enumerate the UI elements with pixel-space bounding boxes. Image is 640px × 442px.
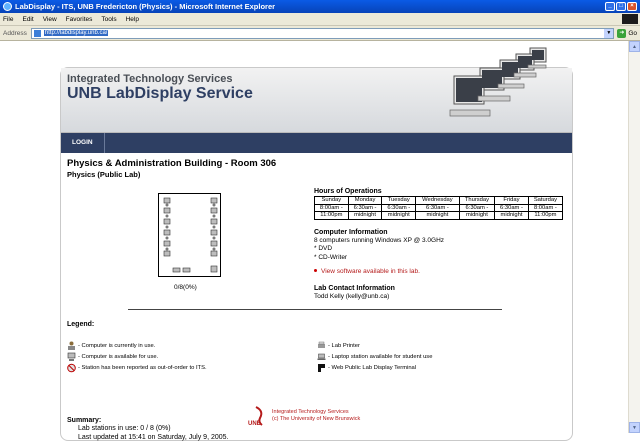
summary-heading: Summary:: [67, 417, 102, 424]
lab-name: Physics (Public Lab): [67, 170, 141, 179]
printer-icon: [317, 341, 326, 351]
day-cell: Thursday: [459, 197, 494, 205]
open-cell: 6:30am -: [416, 204, 460, 212]
close-cell: midnight: [416, 212, 460, 220]
lab-floor-map: [158, 193, 221, 277]
menu-view[interactable]: View: [42, 15, 57, 23]
close-cell: midnight: [459, 212, 494, 220]
menu-favorites[interactable]: Favorites: [65, 15, 93, 23]
legend-printer: - Lab Printer: [317, 341, 360, 351]
address-input[interactable]: [31, 28, 614, 39]
day-cell: Monday: [348, 197, 382, 205]
scroll-up-icon[interactable]: ▲: [629, 41, 640, 52]
legend: [67, 321, 567, 371]
computer-heading: Computer Information: [314, 228, 388, 236]
menu-edit[interactable]: Edit: [22, 15, 34, 23]
menu-tools[interactable]: Tools: [101, 15, 117, 23]
nav-bar: [61, 133, 572, 153]
computer-info: [314, 237, 566, 263]
open-cell: 6:30am -: [348, 204, 382, 212]
day-cell: Sunday: [315, 197, 349, 205]
stations-in-use: Lab stations in use: 0 / 8 (0%): [78, 425, 171, 432]
bullet-icon: [314, 269, 317, 272]
computer-line: 8 computers running Windows XP @ 3.0GHz: [314, 236, 445, 244]
vertical-scrollbar[interactable]: [628, 41, 640, 433]
logo-text: UNB: [248, 421, 261, 427]
address-bar: [0, 26, 640, 41]
station-icon: [164, 208, 170, 213]
day-cell: Wednesday: [416, 197, 460, 205]
day-cell: Saturday: [528, 197, 562, 205]
footer-line[interactable]: (c) The University of New Brunswick: [272, 416, 361, 422]
laptop-station-icon: [173, 268, 180, 272]
station-icon: [211, 251, 217, 256]
terminal-icon: [211, 266, 217, 272]
day-cell: Friday: [495, 197, 529, 205]
go-button[interactable]: [617, 29, 637, 38]
open-cell: 6:30am -: [495, 204, 529, 212]
address-label: Address: [3, 29, 27, 37]
station-icon: [211, 230, 217, 235]
contact-person[interactable]: Todd Kelly (kelly@unb.ca): [314, 293, 390, 300]
laptop-station-icon: [183, 268, 190, 272]
usage-caption: 0/8(0%): [174, 284, 197, 291]
station-icon: [164, 241, 170, 246]
service-title: UNB LabDisplay Service: [67, 85, 253, 102]
station-icon: [164, 251, 170, 256]
computer-line: * DVD: [314, 245, 333, 252]
title-bar: [0, 0, 640, 13]
station-icon: [211, 219, 217, 224]
person-computer-icon: [67, 341, 76, 351]
close-cell: midnight: [495, 212, 529, 220]
day-cell: Tuesday: [382, 197, 416, 205]
divider: [128, 309, 502, 310]
chevron-down-icon[interactable]: ▼: [604, 29, 613, 38]
station-icon: [211, 208, 217, 213]
legend-in-use: - Computer is currently in use.: [67, 341, 155, 351]
terminal-icon: [317, 363, 326, 373]
menu-bar: [0, 13, 640, 26]
legend-terminal: - Web Public Lab Display Terminal: [317, 363, 416, 373]
hours-table: [314, 196, 563, 220]
software-link-text[interactable]: View software available in this lab.: [321, 268, 420, 275]
contact-heading: Lab Contact Information: [314, 285, 395, 292]
minimize-button[interactable]: _: [605, 2, 615, 11]
unb-logo-icon: [248, 405, 270, 427]
lab-info-panel: [314, 188, 566, 302]
station-icon: [164, 198, 170, 203]
last-updated: Last updated at 15:41 on Saturday, July 9, 2005.: [78, 434, 229, 441]
footer-line: Integrated Technology Services: [272, 409, 349, 415]
open-cell: 8:00am -: [315, 204, 349, 212]
legend-available: - Computer is available for use.: [67, 352, 158, 362]
address-url[interactable]: http://labdisplay.unb.ca/: [44, 30, 108, 36]
go-label: Go: [628, 29, 637, 37]
open-cell: 6:30am -: [459, 204, 494, 212]
computer-icon: [67, 352, 76, 362]
go-arrow-icon: ➜: [619, 29, 625, 36]
table-row: [315, 204, 563, 212]
page-viewport: [0, 41, 628, 441]
ie-icon: [3, 2, 12, 11]
windows-flag-icon: [622, 14, 638, 24]
scroll-down-icon[interactable]: ▼: [629, 422, 640, 433]
footer: [248, 405, 360, 427]
station-icon: [211, 198, 217, 203]
legend-heading: Legend:: [67, 321, 95, 328]
login-link[interactable]: LOGIN: [61, 133, 105, 153]
table-row: [315, 212, 563, 220]
footer-text: [272, 409, 360, 423]
legend-laptop: - Laptop station available for student use: [317, 352, 432, 362]
legend-out-of-order: - Station has been reported as out-of-order to ITS.: [67, 363, 207, 373]
close-cell: midnight: [348, 212, 382, 220]
close-cell: midnight: [382, 212, 416, 220]
org-title: Integrated Technology Services: [67, 73, 233, 85]
open-cell: 8:00am -: [528, 204, 562, 212]
summary: [67, 417, 228, 442]
computer-line: * CD-Writer: [314, 253, 348, 261]
software-link[interactable]: [314, 268, 566, 275]
menu-help[interactable]: Help: [125, 15, 139, 23]
maximize-button[interactable]: □: [616, 2, 626, 11]
station-icon: [164, 219, 170, 224]
close-button[interactable]: ×: [627, 2, 637, 11]
page-icon: [34, 30, 41, 37]
menu-file[interactable]: File: [3, 15, 14, 23]
window-title: LabDisplay - ITS, UNB Fredericton (Physics) - Microsoft Internet Explorer: [15, 2, 276, 11]
hours-heading: Hours of Operations: [314, 188, 382, 195]
table-row: [315, 197, 563, 205]
out-of-order-icon: [67, 363, 76, 373]
laptop-icon: [317, 352, 326, 362]
close-cell: 11:00pm: [315, 212, 349, 220]
header-banner: [61, 68, 572, 133]
lab-card: [60, 67, 573, 441]
floor-map-stations: [159, 194, 222, 278]
close-cell: 11:00pm: [528, 212, 562, 220]
station-icon: [164, 230, 170, 235]
station-icon: [211, 241, 217, 246]
building-title: Physics & Administration Building - Room 306: [67, 158, 277, 169]
computers-image: [450, 46, 568, 132]
open-cell: 6:30am -: [382, 204, 416, 212]
